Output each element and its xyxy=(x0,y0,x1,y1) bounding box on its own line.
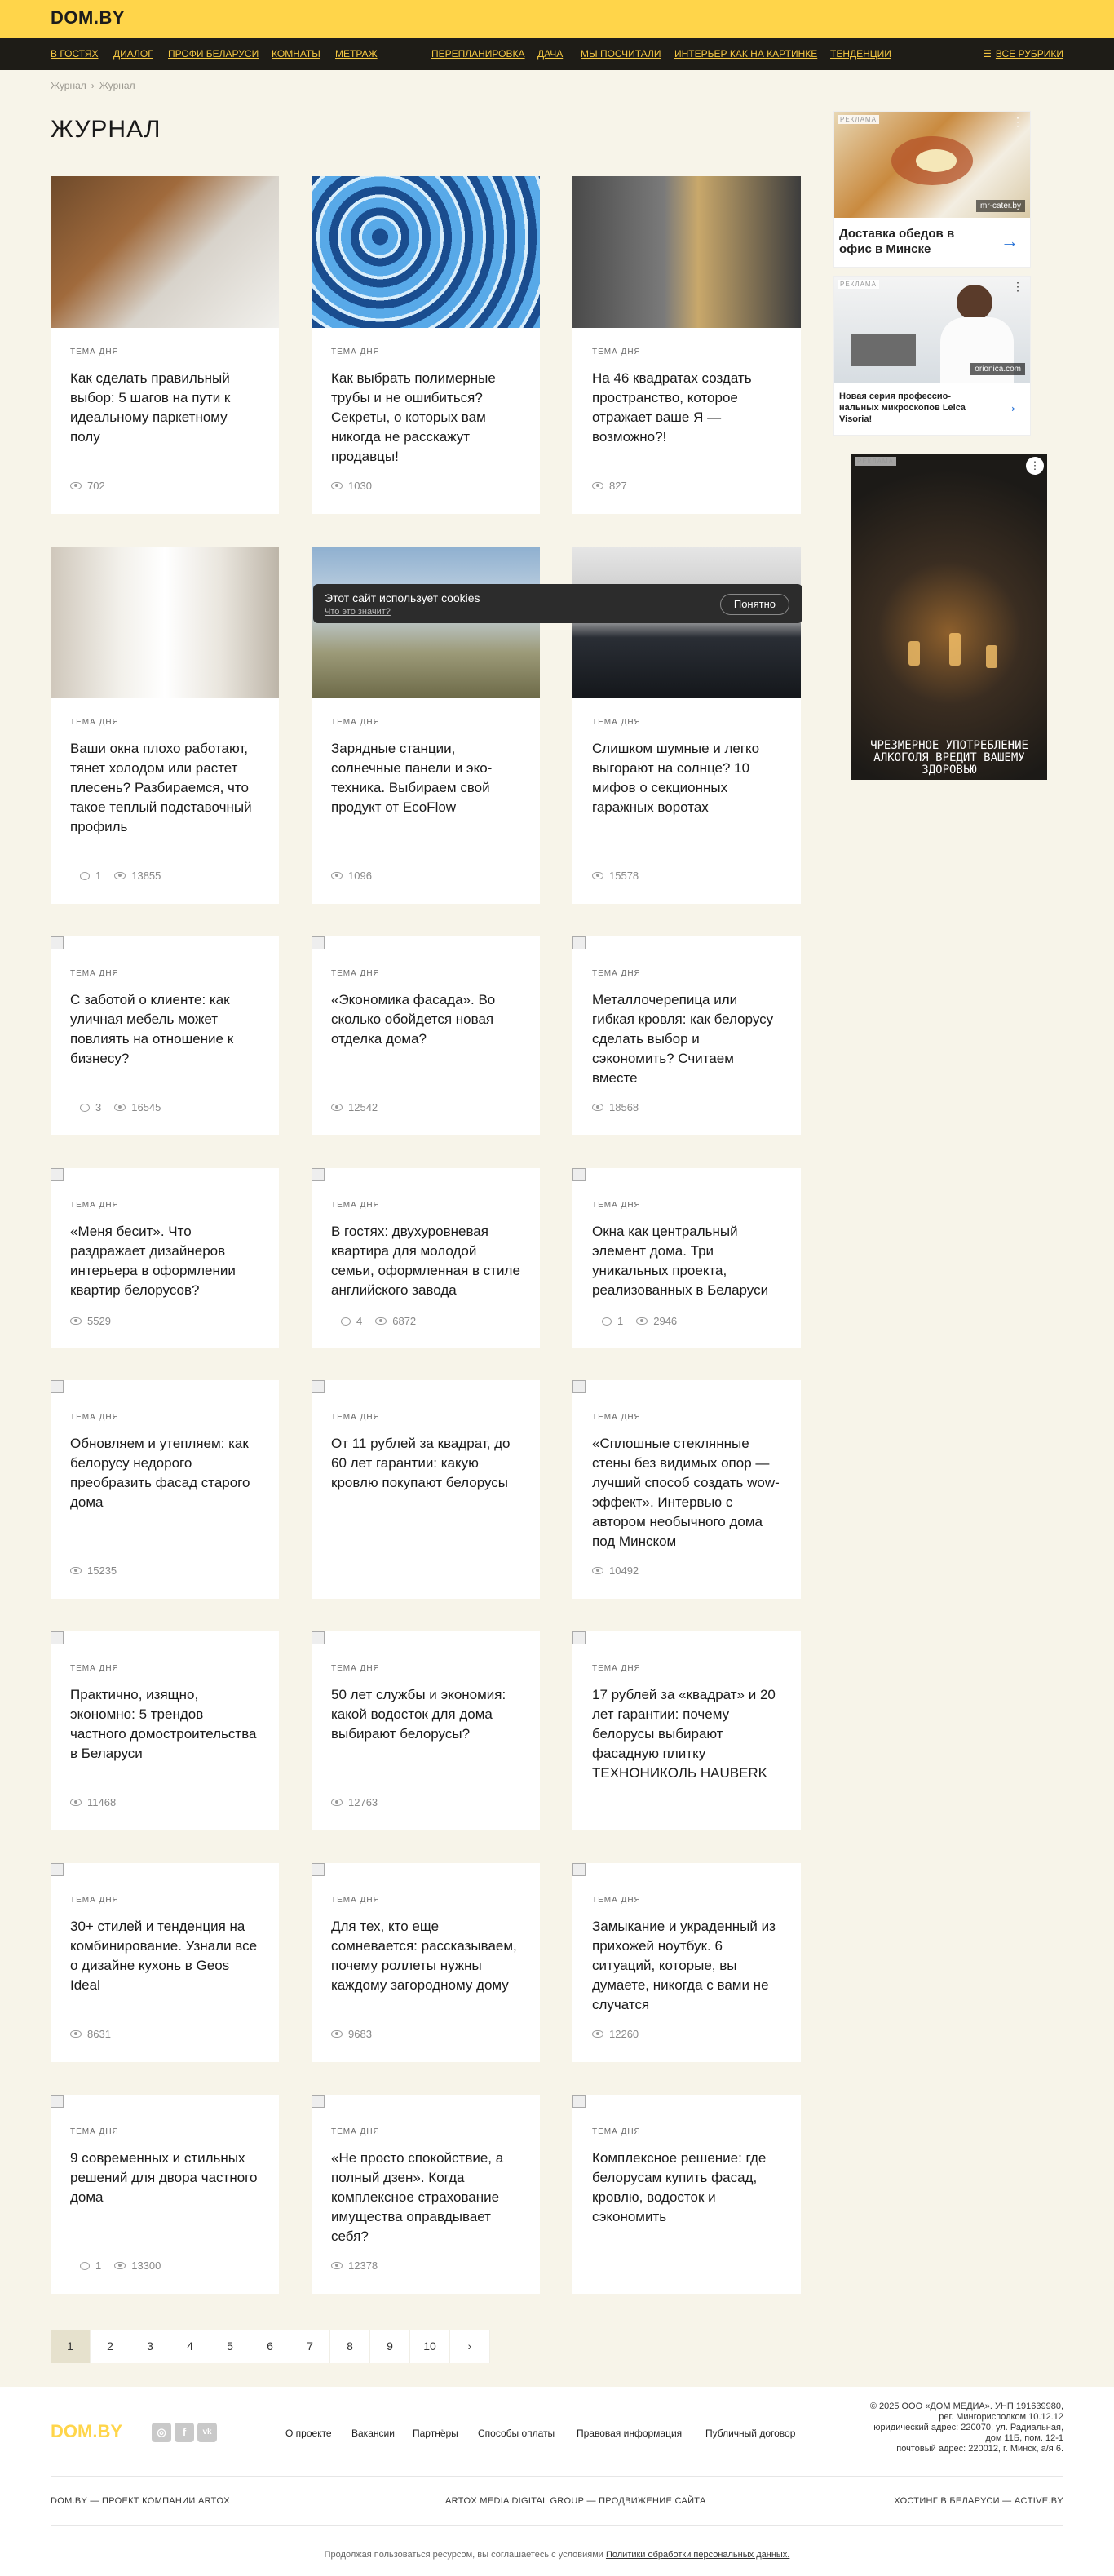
article-tag[interactable]: ТЕМА ДНЯ xyxy=(70,1664,119,1673)
article-card[interactable] xyxy=(51,176,279,514)
ad-title: Доставка обедов в офис в Минске xyxy=(839,227,955,256)
article-image[interactable] xyxy=(312,1380,540,1393)
footer-link-legal[interactable]: Правовая информация xyxy=(577,2428,683,2439)
views-count xyxy=(592,1565,639,1577)
ad-label: РЕКЛАМА xyxy=(855,457,896,466)
more-icon[interactable]: ⋮ xyxy=(1012,280,1023,293)
footer xyxy=(0,2387,1114,2576)
article-tag[interactable]: ТЕМА ДНЯ xyxy=(70,1201,119,1210)
views-value: 12260 xyxy=(609,2028,639,2040)
article-card[interactable] xyxy=(51,936,279,1135)
footer-link-partners[interactable]: Партнёры xyxy=(413,2428,458,2439)
article-tag[interactable]: ТЕМА ДНЯ xyxy=(331,347,380,356)
article-card[interactable] xyxy=(572,1863,801,2062)
views-count xyxy=(114,1101,161,1113)
article-tag[interactable]: ТЕМА ДНЯ xyxy=(592,718,641,727)
ad-label: РЕКЛАМА xyxy=(838,115,879,124)
article-title[interactable]: От 11 рублей за квадрат, до 60 лет гарантии: какую кровлю покупают белорусы xyxy=(331,1436,511,1490)
views-value: 16545 xyxy=(131,1101,161,1113)
article-title[interactable]: «Экономика фасада». Во сколько обойдется новая отделка дома? xyxy=(331,992,496,1047)
views-value: 15235 xyxy=(87,1565,117,1577)
eye-icon xyxy=(114,2262,126,2269)
ad-domain: mr-cater.by xyxy=(976,200,1025,212)
views-value: 5529 xyxy=(87,1315,111,1327)
article-title[interactable]: Комплексное решение: где белорусам купить фасад, кровлю, водосток и сэкономить xyxy=(592,2150,767,2224)
views-count xyxy=(70,1315,111,1327)
views-count xyxy=(592,870,639,882)
nav-item-replanning[interactable]: ПЕРЕПЛАНИРОВКА xyxy=(431,48,525,60)
article-card[interactable] xyxy=(51,1168,279,1348)
views-value: 13300 xyxy=(131,2260,161,2272)
comments-value: 1 xyxy=(95,2260,102,2272)
article-card[interactable] xyxy=(51,1631,279,1830)
article-tag[interactable]: ТЕМА ДНЯ xyxy=(331,1201,380,1210)
privacy-consent xyxy=(0,2550,1114,2560)
article-title[interactable]: Как выбрать полимерные трубы и не ошибиться? Секреты, о которых вам никогда не расскажут продавцы! xyxy=(331,370,496,464)
article-card[interactable] xyxy=(51,1863,279,2062)
privacy-policy-link[interactable]: Политики обработки персональных данных. xyxy=(605,2550,790,2560)
article-tag[interactable]: ТЕМА ДНЯ xyxy=(592,1413,641,1422)
article-card[interactable] xyxy=(572,1631,801,1830)
article-title[interactable]: Как сделать правильный выбор: 5 шагов на пути к идеальному паркетному полу xyxy=(70,370,231,445)
eye-icon xyxy=(70,2030,82,2038)
article-card[interactable] xyxy=(572,1168,801,1348)
article-title[interactable]: 30+ стилей и тенденция на комбинирование. Узнали все о дизайне кухонь в Geos Ideal xyxy=(70,1919,258,1993)
comments-value: 4 xyxy=(356,1315,363,1327)
article-meta xyxy=(70,1101,161,1113)
footer-agency-link[interactable]: ARTOX MEDIA DIGITAL GROUP — ПРОДВИЖЕНИЕ САЙТА xyxy=(445,2496,706,2506)
article-title[interactable]: Ваши окна плохо работают, тянет холодом или растет плесень? Разбираемся, что такое теплый подставочный профиль xyxy=(70,741,252,834)
article-image[interactable] xyxy=(312,176,540,328)
article-title[interactable]: Зарядные станции, солнечные панели и эко-техника. Выбираем свой продукт от EcoFlow xyxy=(331,741,493,815)
divider xyxy=(51,2525,1063,2526)
article-meta xyxy=(331,480,372,492)
article-image[interactable] xyxy=(572,2095,801,2108)
article-image[interactable] xyxy=(572,176,801,328)
comment-icon xyxy=(80,1104,90,1112)
page-6[interactable]: 6 xyxy=(250,2330,290,2363)
views-value: 13855 xyxy=(131,870,161,882)
article-title[interactable]: «Меня бесит». Что раздражает дизайнеров интерьера в оформлении квартир белорусов? xyxy=(70,1224,236,1298)
article-meta xyxy=(70,1796,116,1808)
menu-icon: ☰ xyxy=(983,48,992,60)
article-tag[interactable]: ТЕМА ДНЯ xyxy=(592,2127,641,2136)
views-value: 15578 xyxy=(609,870,639,882)
article-meta xyxy=(592,1565,639,1577)
legal-line: почтовый адрес: 220012, г. Минск, а/я 6. xyxy=(896,2444,1063,2454)
views-count xyxy=(70,1796,116,1808)
article-card[interactable] xyxy=(312,936,540,1135)
views-count xyxy=(331,480,372,492)
cookie-accept-button[interactable]: Понятно xyxy=(720,594,789,615)
article-meta xyxy=(70,870,161,882)
article-tag[interactable]: ТЕМА ДНЯ xyxy=(592,1201,641,1210)
top-header xyxy=(0,0,1114,38)
article-image[interactable] xyxy=(51,936,279,949)
article-card[interactable] xyxy=(312,1863,540,2062)
comment-icon xyxy=(341,1317,351,1326)
ad-banner-tall[interactable] xyxy=(851,454,1047,780)
article-image[interactable] xyxy=(51,1863,279,1876)
eye-icon xyxy=(636,1317,648,1325)
article-image[interactable] xyxy=(51,176,279,328)
eye-icon xyxy=(592,2030,603,2038)
views-count xyxy=(592,2028,639,2040)
article-tag[interactable]: ТЕМА ДНЯ xyxy=(70,718,119,727)
views-value: 1096 xyxy=(348,870,372,882)
article-image[interactable] xyxy=(572,1631,801,1644)
article-tag[interactable]: ТЕМА ДНЯ xyxy=(331,718,380,727)
comments-value: 1 xyxy=(617,1315,624,1327)
eye-icon xyxy=(331,2030,343,2038)
views-value: 12763 xyxy=(348,1796,378,1808)
article-meta xyxy=(70,1315,111,1327)
article-tag[interactable]: ТЕМА ДНЯ xyxy=(331,969,380,978)
article-image[interactable] xyxy=(572,936,801,949)
article-meta xyxy=(592,1315,677,1327)
cookie-text: Этот сайт использует cookies xyxy=(325,591,480,604)
views-value: 702 xyxy=(87,480,105,492)
article-title[interactable]: В гостях: двухуровневая квартира для молодой семьи, оформленная в стиле английского завода xyxy=(331,1224,520,1298)
page-3[interactable]: 3 xyxy=(130,2330,170,2363)
article-tag[interactable]: ТЕМА ДНЯ xyxy=(592,969,641,978)
views-count xyxy=(114,870,161,882)
nav-item-guests[interactable]: В ГОСТЯХ xyxy=(51,48,99,60)
legal-line: © 2025 ООО «ДОМ МЕДИА». УНП 191639980, xyxy=(869,2401,1063,2411)
next-page-button[interactable]: › xyxy=(450,2330,490,2363)
article-title[interactable]: Слишком шумные и легко выгорают на солнце? 10 мифов о секционных гаражных воротах xyxy=(592,741,760,815)
comment-icon xyxy=(80,2262,90,2270)
article-meta xyxy=(70,2028,111,2040)
eye-icon xyxy=(331,1799,343,1806)
views-count xyxy=(331,870,372,882)
more-icon[interactable]: ⋮ xyxy=(1012,115,1023,128)
article-meta xyxy=(70,480,105,492)
article-card[interactable] xyxy=(312,176,540,514)
article-meta xyxy=(331,870,372,882)
legal-line: дом 11Б, пом. 12-1 xyxy=(985,2433,1063,2443)
article-card[interactable] xyxy=(572,936,801,1135)
footer-link-payment[interactable]: Способы оплаты xyxy=(478,2428,555,2439)
article-meta xyxy=(592,870,639,882)
breadcrumb-separator: › xyxy=(91,80,95,91)
article-tag[interactable]: ТЕМА ДНЯ xyxy=(70,1413,119,1422)
article-image[interactable] xyxy=(51,1380,279,1393)
eye-icon xyxy=(70,1567,82,1574)
views-value: 8631 xyxy=(87,2028,111,2040)
article-tag[interactable]: ТЕМА ДНЯ xyxy=(592,347,641,356)
comments-value: 3 xyxy=(95,1101,102,1113)
comments-count[interactable] xyxy=(80,1101,101,1113)
ad-warning-caption: ЧРЕЗМЕРНОЕ УПОТРЕБЛЕНИЕ АЛКОГОЛЯ ВРЕДИТ ВАШЕМУ ЗДОРОВЬЮ xyxy=(870,739,1028,777)
article-tag[interactable]: ТЕМА ДНЯ xyxy=(331,2127,380,2136)
article-title[interactable]: Практично, изящно, экономно: 5 трендов частного домостроительства в Беларуси xyxy=(70,1687,257,1761)
article-image[interactable] xyxy=(312,936,540,949)
comment-icon xyxy=(80,872,90,880)
views-value: 6872 xyxy=(392,1315,417,1327)
article-card[interactable] xyxy=(312,2095,540,2294)
views-value: 11468 xyxy=(87,1796,117,1808)
article-title[interactable]: Замыкание и украденный из прихожей ноутбук. 6 ситуаций, которые, вы думаете, никогда с вами не случатся xyxy=(592,1919,776,2012)
views-value: 1030 xyxy=(348,480,372,492)
article-tag[interactable]: ТЕМА ДНЯ xyxy=(592,1896,641,1905)
article-meta xyxy=(70,1565,117,1577)
article-meta xyxy=(592,480,627,492)
article-meta xyxy=(592,2028,639,2040)
comments-count[interactable] xyxy=(602,1315,623,1327)
article-tag[interactable]: ТЕМА ДНЯ xyxy=(592,1664,641,1673)
article-card[interactable] xyxy=(51,2095,279,2294)
ad-card-microscopes[interactable] xyxy=(833,276,1031,436)
article-title[interactable]: 9 современных и стильных решений для двора частного дома xyxy=(70,2150,258,2205)
views-value: 9683 xyxy=(348,2028,372,2040)
legal-line: рег. Мингорисполком 10.12.12 xyxy=(939,2412,1063,2422)
page-4[interactable]: 4 xyxy=(170,2330,210,2363)
page-5[interactable]: 5 xyxy=(210,2330,250,2363)
page-2[interactable]: 2 xyxy=(91,2330,130,2363)
vk-icon[interactable]: vk xyxy=(197,2423,217,2442)
eye-icon xyxy=(331,872,343,879)
article-card[interactable] xyxy=(51,547,279,904)
nav-item-pros[interactable]: ПРОФИ БЕЛАРУСИ xyxy=(168,48,259,60)
article-image[interactable] xyxy=(51,2095,279,2108)
article-title[interactable]: 50 лет службы и экономия: какой водосток для дома выбирают белорусы? xyxy=(331,1687,506,1742)
article-tag[interactable]: ТЕМА ДНЯ xyxy=(331,1896,380,1905)
article-title[interactable]: «Сплошные стеклянные стены без видимых опор — лучший способ создать wow-эффект». Интервью с автором необычного дома под Минском xyxy=(592,1436,780,1549)
views-count xyxy=(331,1101,378,1113)
footer-link-about[interactable]: О проекте xyxy=(285,2428,332,2439)
site-logo[interactable]: DOM.BY xyxy=(51,7,125,28)
nav-item-rooms[interactable]: КОМНАТЫ xyxy=(272,48,320,60)
nav-item-calculated[interactable]: МЫ ПОСЧИТАЛИ xyxy=(581,48,661,60)
page-10[interactable]: 10 xyxy=(410,2330,450,2363)
article-title[interactable]: С заботой о клиенте: как уличная мебель может повлиять на отношение к бизнесу? xyxy=(70,992,234,1066)
comments-count[interactable] xyxy=(80,2260,101,2272)
consent-text: Продолжая пользоваться ресурсом, вы соглашаетесь с условиями xyxy=(324,2550,603,2560)
views-value: 827 xyxy=(609,480,627,492)
views-value: 10492 xyxy=(609,1565,639,1577)
nav-item-dacha[interactable]: ДАЧА xyxy=(537,48,564,60)
article-card[interactable] xyxy=(572,176,801,514)
views-value: 2946 xyxy=(653,1315,678,1327)
article-title[interactable]: «Не просто спокойствие, а полный дзен». Когда комплексное страхование имущества оправдывает себя? xyxy=(331,2150,504,2244)
article-meta xyxy=(331,1796,378,1808)
article-image[interactable] xyxy=(51,1631,279,1644)
article-card[interactable] xyxy=(51,1380,279,1599)
article-title[interactable]: Для тех, кто еще сомневается: рассказываем, почему роллеты нужны каждому загородному дому xyxy=(331,1919,517,1993)
eye-icon xyxy=(114,1104,126,1111)
views-count xyxy=(592,480,627,492)
more-icon[interactable]: ⋮ xyxy=(1026,457,1044,475)
views-count xyxy=(70,1565,117,1577)
article-meta xyxy=(592,1101,639,1113)
page-7[interactable]: 7 xyxy=(290,2330,330,2363)
eye-icon xyxy=(331,482,343,489)
article-meta xyxy=(331,1315,416,1327)
article-image[interactable] xyxy=(312,2095,540,2108)
article-title[interactable]: На 46 квадратах создать пространство, которое отражает ваше Я — возможно?! xyxy=(592,370,752,445)
article-card[interactable] xyxy=(312,1168,540,1348)
ad-domain: orionica.com xyxy=(970,363,1025,375)
article-title[interactable]: Металлочерепица или гибкая кровля: как белорусу сделать выбор и сэкономить? Считаем вместе xyxy=(592,992,774,1086)
legal-line: юридический адрес: 220070, ул. Радиальная, xyxy=(873,2423,1063,2432)
main-nav xyxy=(0,38,1114,70)
comments-value: 1 xyxy=(95,870,102,882)
footer-project-link[interactable]: DOM.BY — ПРОЕКТ КОМПАНИИ ARTOX xyxy=(51,2496,230,2506)
cookie-info-link[interactable]: Что это значит? xyxy=(325,607,391,617)
eye-icon xyxy=(592,872,603,879)
article-card[interactable] xyxy=(312,1380,540,1599)
views-count xyxy=(636,1315,677,1327)
instagram-icon[interactable]: ◎ xyxy=(152,2423,171,2442)
page-title: ЖУРНАЛ xyxy=(51,116,161,143)
breadcrumb-link[interactable]: Журнал xyxy=(51,80,86,91)
article-title[interactable]: Обновляем и утепляем: как белорусу недорого преобразить фасад старого дома xyxy=(70,1436,250,1510)
eye-icon xyxy=(114,872,126,879)
footer-link-contract[interactable]: Публичный договор xyxy=(705,2428,796,2439)
nav-item-area[interactable]: МЕТРАЖ xyxy=(335,48,378,60)
page-1[interactable]: 1 xyxy=(51,2330,91,2363)
eye-icon xyxy=(592,1567,603,1574)
all-categories-link[interactable] xyxy=(983,48,1063,60)
ad-title: Новая серия профессиональных микроскопов Leica Visoria! xyxy=(839,392,966,424)
comment-icon xyxy=(602,1317,612,1326)
views-count xyxy=(70,480,105,492)
article-meta xyxy=(70,2260,161,2272)
comments-count[interactable] xyxy=(341,1315,362,1327)
article-title[interactable]: Окна как центральный элемент дома. Три уникальных проекта, реализованных в Беларуси xyxy=(592,1224,769,1298)
article-image[interactable] xyxy=(572,1168,801,1181)
article-tag[interactable]: ТЕМА ДНЯ xyxy=(70,347,119,356)
breadcrumb xyxy=(51,80,140,91)
divider xyxy=(51,2476,1063,2477)
all-categories-label: ВСЕ РУБРИКИ xyxy=(995,48,1063,60)
views-count xyxy=(114,2260,161,2272)
nav-item-interior[interactable]: ИНТЕРЬЕР КАК НА КАРТИНКЕ xyxy=(674,48,818,60)
views-count xyxy=(592,1101,639,1113)
article-tag[interactable]: ТЕМА ДНЯ xyxy=(70,2127,119,2136)
views-value: 12542 xyxy=(348,1101,378,1113)
eye-icon xyxy=(331,2262,343,2269)
views-count xyxy=(331,2260,378,2272)
eye-icon xyxy=(375,1317,387,1325)
ad-card-catering[interactable] xyxy=(833,111,1031,268)
breadcrumb-current: Журнал xyxy=(99,80,135,91)
cookie-banner xyxy=(313,584,802,623)
page-8[interactable]: 8 xyxy=(330,2330,370,2363)
eye-icon xyxy=(70,482,82,489)
eye-icon xyxy=(592,1104,603,1111)
views-count xyxy=(331,1796,378,1808)
page-9[interactable]: 9 xyxy=(370,2330,410,2363)
eye-icon xyxy=(592,482,603,489)
company-legal-info xyxy=(851,2401,1063,2454)
article-card[interactable] xyxy=(572,2095,801,2294)
eye-icon xyxy=(70,1799,82,1806)
article-card[interactable] xyxy=(572,1380,801,1599)
footer-logo[interactable]: DOM.BY xyxy=(51,2421,122,2441)
views-count xyxy=(70,2028,111,2040)
footer-link-vacancies[interactable]: Вакансии xyxy=(351,2428,395,2439)
views-value: 12378 xyxy=(348,2260,378,2272)
views-count xyxy=(375,1315,416,1327)
article-image[interactable] xyxy=(312,1631,540,1644)
article-tag[interactable]: ТЕМА ДНЯ xyxy=(70,1896,119,1905)
comments-count[interactable] xyxy=(80,870,101,882)
facebook-icon[interactable]: f xyxy=(175,2423,194,2442)
article-image[interactable] xyxy=(312,1863,540,1876)
article-tag[interactable]: ТЕМА ДНЯ xyxy=(331,1413,380,1422)
article-meta xyxy=(331,2260,378,2272)
views-value: 18568 xyxy=(609,1101,639,1113)
article-tag[interactable]: ТЕМА ДНЯ xyxy=(331,1664,380,1673)
article-image[interactable] xyxy=(572,1863,801,1876)
eye-icon xyxy=(331,1104,343,1111)
article-tag[interactable]: ТЕМА ДНЯ xyxy=(70,969,119,978)
article-image[interactable] xyxy=(312,1168,540,1181)
article-image[interactable] xyxy=(51,547,279,698)
article-meta xyxy=(331,2028,372,2040)
views-count xyxy=(331,2028,372,2040)
arrow-right-icon[interactable]: → xyxy=(1001,231,1019,251)
ad-label: РЕКЛАМА xyxy=(838,280,879,289)
eye-icon xyxy=(70,1317,82,1325)
nav-item-dialog[interactable]: ДИАЛОГ xyxy=(113,48,153,60)
article-image[interactable] xyxy=(572,1380,801,1393)
article-card[interactable] xyxy=(312,1631,540,1830)
article-meta xyxy=(331,1101,378,1113)
article-image[interactable] xyxy=(51,1168,279,1181)
pagination xyxy=(51,2330,490,2363)
nav-item-trends[interactable]: ТЕНДЕНЦИИ xyxy=(830,48,891,60)
footer-hosting-link[interactable]: ХОСТИНГ В БЕЛАРУСИ — ACTIVE.BY xyxy=(894,2496,1063,2506)
article-title[interactable]: 17 рублей за «квадрат» и 20 лет гарантии: почему белорусы выбирают фасадную плитку ТЕХНОНИКОЛЬ HAUBERK xyxy=(592,1687,776,1781)
arrow-right-icon[interactable]: → xyxy=(1001,396,1019,416)
